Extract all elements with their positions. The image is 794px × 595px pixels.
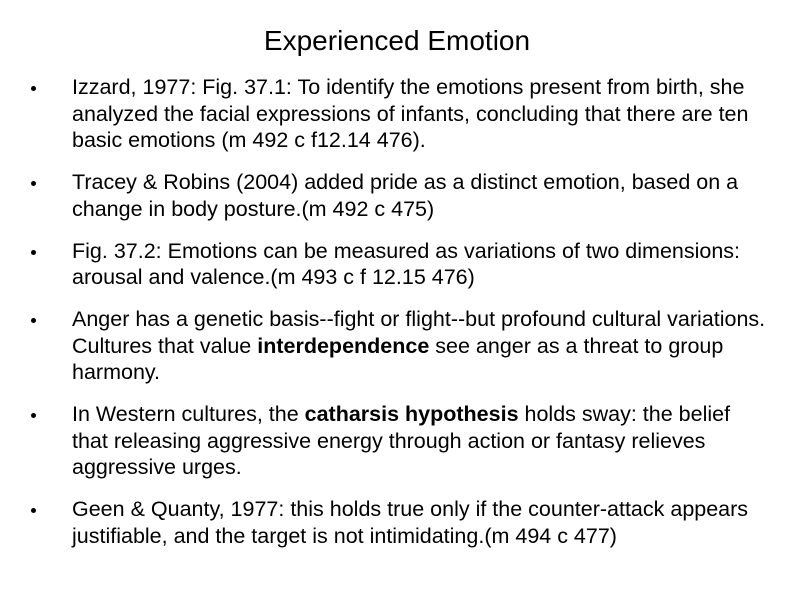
bullet-dot-icon bbox=[31, 181, 36, 186]
bullet-text-bold: catharsis hypothesis bbox=[304, 402, 519, 426]
bullet-text bbox=[72, 239, 740, 290]
bullet-text bbox=[72, 170, 738, 221]
bullet-item bbox=[30, 496, 770, 549]
bullet-text-before: Tracey & Robins (2004) added pride as a distinct emotion, based on a change in body posture.(m 492 c 475) bbox=[72, 170, 739, 221]
bullet-text bbox=[72, 497, 748, 548]
bullet-dot-icon bbox=[31, 86, 36, 91]
bullet-dot-icon bbox=[31, 318, 36, 323]
bullet-list bbox=[30, 74, 770, 565]
bullet-item bbox=[30, 238, 770, 291]
bullet-text-before: Geen & Quanty, 1977: this holds true only if the counter-attack appears justifiable, and the target is not intimidating.(m 494 c 477) bbox=[72, 497, 749, 548]
bullet-item bbox=[30, 306, 770, 386]
bullet-text-before: Anger has a genetic basis--fight or flight--but profound cultural variations. Cultures that value bbox=[72, 307, 766, 358]
bullet-text-before: Fig. 37.2: Emotions can be measured as variations of two dimensions: arousal and valence.(m 493 c f 12.15 476) bbox=[72, 238, 741, 289]
bullet-item bbox=[30, 74, 770, 154]
bullet-text bbox=[72, 307, 765, 384]
bullet-item bbox=[30, 169, 770, 222]
bullet-text-before: In Western cultures, the bbox=[72, 402, 305, 426]
bullet-dot-icon bbox=[31, 250, 36, 255]
bullet-text bbox=[72, 75, 748, 152]
slide-title: Experienced Emotion bbox=[263, 25, 531, 56]
bullet-text bbox=[72, 402, 730, 479]
bullet-text-bold: interdependence bbox=[257, 333, 430, 358]
bullet-text-after: see anger as a threat to group harmony. bbox=[72, 333, 724, 384]
bullet-dot-icon bbox=[31, 508, 36, 513]
bullet-text-before: Izzard, 1977: Fig. 37.1: To identify the emotions present from birth, she analyzed the facial expressions of infants, concluding that there are ten basic emotions (m 492 c f12.14 476). bbox=[72, 75, 749, 152]
bullet-text-after: holds sway: the belief that releasing aggressive energy through action or fantasy relieves aggressive urges. bbox=[72, 402, 731, 479]
bullet-item bbox=[30, 401, 770, 481]
bullet-dot-icon bbox=[31, 413, 36, 418]
